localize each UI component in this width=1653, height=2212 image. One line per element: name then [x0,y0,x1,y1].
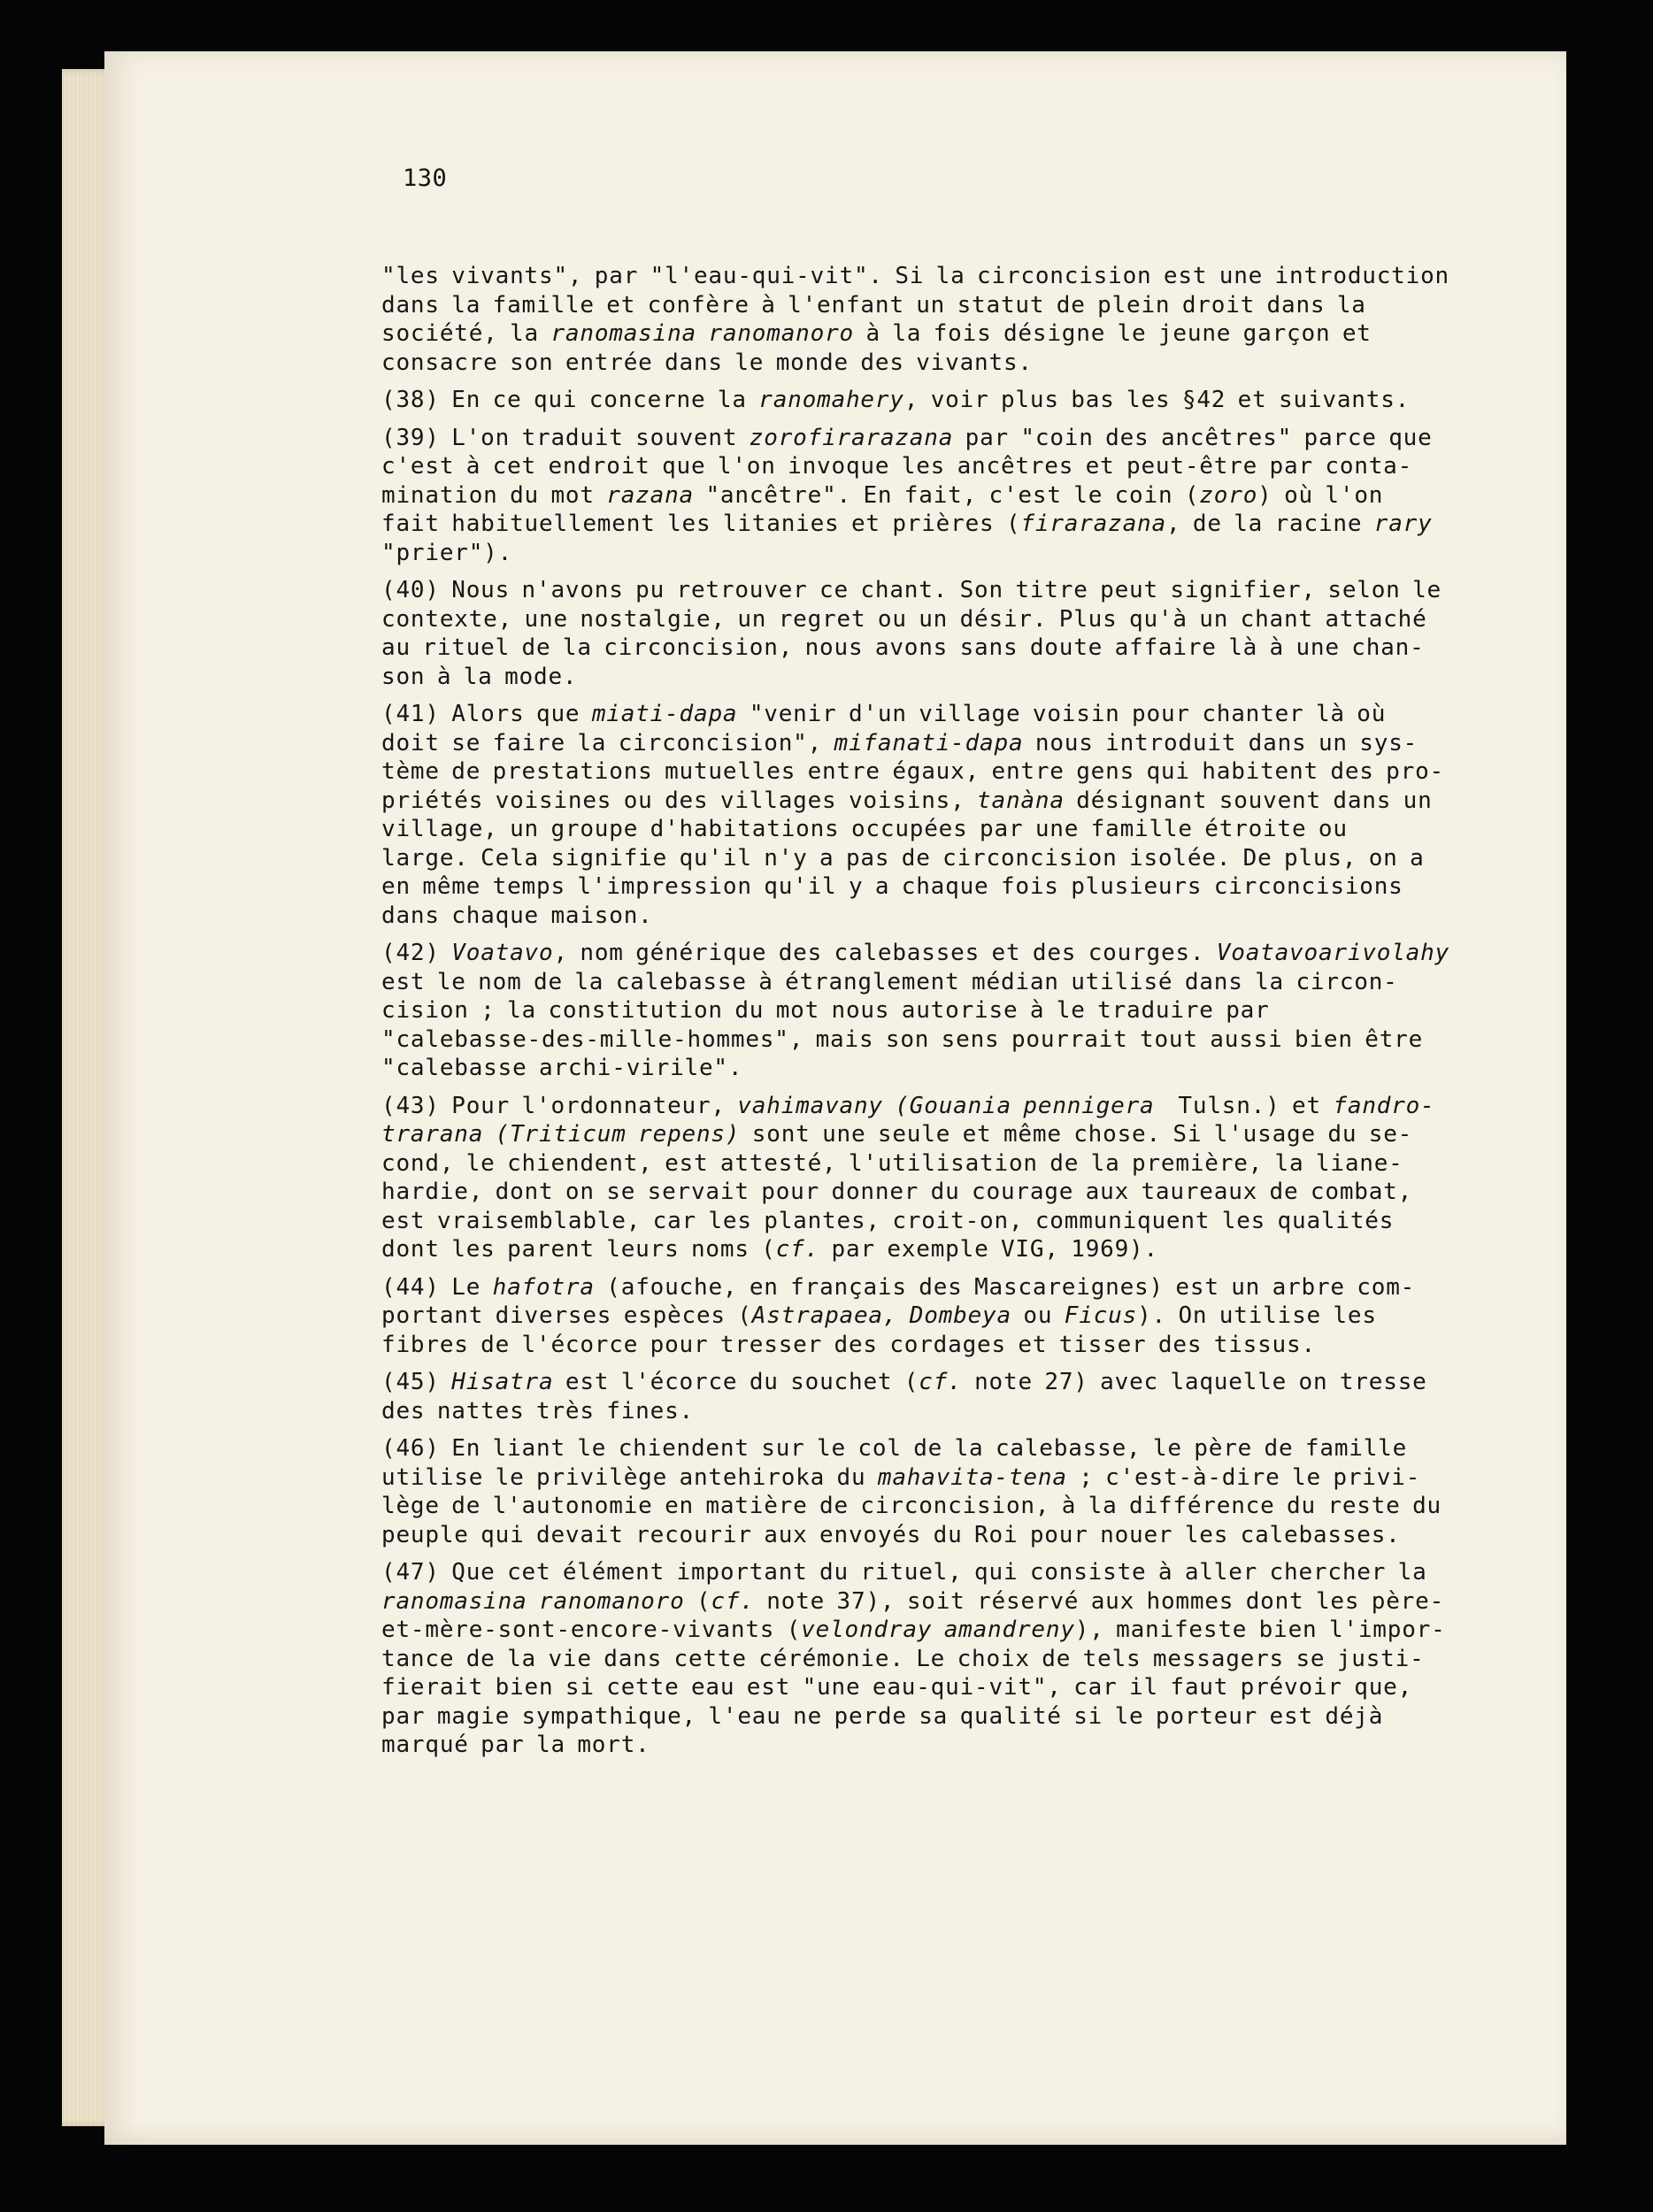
italic-term: velondray amandreny [801,1617,1075,1643]
text-line [381,844,1461,873]
note-38 [381,386,1461,415]
note-47 [381,1558,1461,1760]
note-44 [381,1273,1461,1360]
text-segment: par "coin des ancêtres" parce que [953,424,1433,451]
text-line [381,663,1461,692]
text-line [381,576,1461,605]
text-segment: doit se faire la circoncision", [381,729,834,757]
text-segment: et-mère-sont-encore-vivants ( [381,1617,802,1643]
note-41 [381,700,1461,930]
text-line [381,1434,1461,1463]
italic-term: Hisatra [451,1369,554,1395]
text-line [381,424,1461,453]
text-segment: (46) En liant le chiendent sur le col de la calebasse, le père de famille [381,1435,1408,1462]
text-segment: ) où l'on [1257,481,1384,509]
italic-term: mifanati-dapa [834,729,1024,757]
text-line [381,729,1461,758]
italic-term: vahimavany (Gouania pennigera [737,1092,1155,1119]
text-line [381,968,1461,997]
italic-term: hafotra [492,1273,595,1301]
text-line [381,1302,1461,1331]
text-line [381,452,1461,481]
text-segment: est l'écorce du souchet ( [553,1369,919,1395]
text-line [381,757,1461,787]
text-line [381,1492,1461,1521]
text-segment: portant diverses espèces ( [381,1302,752,1329]
note-40 [381,576,1461,691]
text-line [381,539,1461,568]
text-segment: tème de prestations mutuelles entre égaux, entre gens qui habitent des pro- [381,758,1444,785]
text-line [381,605,1461,634]
italic-term: ranomasina ranomanoro [550,320,854,347]
text-segment: (39) L'on traduit souvent [381,424,750,451]
text-segment: ), manifeste bien l'impor- [1074,1617,1446,1643]
text-segment: , voir plus bas les §42 et suivants. [903,387,1411,413]
text-segment: "prier"). [381,539,513,566]
text-segment: dans chaque maison. [381,902,653,929]
text-line [381,1025,1461,1055]
italic-term: cf. [919,1369,963,1395]
text-segment: , nom générique des calebasses et des courges. [553,940,1217,966]
text-line [381,787,1461,816]
text-segment: consacre son entrée dans le monde des vivants. [381,349,1033,376]
text-line [381,349,1461,378]
text-line [381,1178,1461,1207]
text-segment: "calebasse-des-mille-hommes", mais son sens pourrait tout aussi bien être [381,1025,1424,1053]
text-line [381,1054,1461,1083]
italic-term: razana [606,481,694,509]
page-number: 130 [403,165,448,192]
text-segment: (47) Que cet élément important du rituel, qui consiste à aller chercher la [381,1559,1427,1586]
text-segment: (afouche, en français des Mascareignes) est un arbre com- [594,1273,1416,1301]
text-segment: ). On utilise les [1137,1302,1377,1329]
text-segment: (45) [381,1369,452,1395]
text-line [381,1368,1461,1397]
text-segment: cision ; la constitution du mot nous autorise à le traduire par [381,997,1270,1024]
text-segment: fait habituellement les litanies et prières ( [381,511,1021,537]
text-line [381,872,1461,902]
text-segment: des nattes très fines. [381,1397,694,1425]
text-segment: lège de l'autonomie en matière de circoncision, à la différence du reste du [381,1493,1442,1519]
text-line [381,319,1461,349]
text-segment: nous introduit dans un sys- [1023,729,1419,757]
text-segment: dans la famille et confère à l'enfant un statut de plein droit dans la [381,291,1366,319]
text-line [381,481,1461,511]
text-segment: "ancêtre". En fait, c'est le coin ( [694,481,1200,509]
italic-term: mahavita-tena [877,1463,1067,1491]
italic-term: Voatavo [451,940,554,966]
text-line [381,291,1461,320]
note-43 [381,1092,1461,1264]
italic-term: zorofirarazana [749,424,954,451]
italic-term: cf. [775,1236,820,1263]
italic-term: Ficus [1064,1302,1138,1329]
text-line [381,1702,1461,1732]
text-segment: large. Cela signifie qu'il n'y a pas de circoncision isolée. De plus, on a [381,844,1425,872]
text-segment: fierait bien si cette eau est "une eau-qui-vit", car il faut prévoir que, [381,1674,1413,1701]
notes-text-block [381,262,1461,1769]
text-segment: "les vivants", par "l'eau-qui-vit". Si la circoncision est une introduction [381,263,1449,289]
text-line [381,1273,1461,1302]
italic-term: rary [1373,511,1433,537]
text-line [381,700,1461,729]
text-line [381,1331,1461,1360]
italic-term: cf. [711,1587,755,1615]
text-line [381,815,1461,844]
text-segment: ; c'est-à-dire le privi- [1066,1463,1421,1491]
text-segment: priétés voisines ou des villages voisins, [381,787,978,814]
italic-term: ranomahery [758,387,904,413]
text-segment: (38) En ce qui concerne la [381,387,759,413]
text-line [381,1645,1461,1674]
text-segment: société, la [381,320,551,347]
note-42 [381,939,1461,1083]
italic-term: miati-dapa [591,701,738,727]
text-line [381,939,1461,968]
text-line [381,1731,1461,1760]
text-segment: (42) [381,940,452,966]
text-line [381,1673,1461,1702]
text-segment: hardie, dont on se servait pour donner du courage aux taureaux de combat, [381,1179,1413,1205]
text-segment: par magie sympathique, l'eau ne perde sa qualité si le porteur est déjà [381,1702,1384,1730]
text-segment: cond, le chiendent, est attesté, l'utilisation de la première, la liane- [381,1149,1403,1177]
text-line [381,1235,1461,1264]
italic-term: Astrapaea, Dombeya [751,1302,1011,1329]
text-segment: fibres de l'écorce pour tresser des cordages et tisser des tissus. [381,1331,1316,1358]
text-segment: contexte, une nostalgie, un regret ou un désir. Plus qu'à un chant attaché [381,605,1427,633]
text-line [381,1149,1461,1179]
text-line [381,1397,1461,1426]
note-45 [381,1368,1461,1425]
text-line [381,1558,1461,1587]
text-segment: utilise le privilège antehiroka du [381,1463,878,1491]
italic-term: zoro [1199,481,1258,509]
italic-term: Voatavoarivolahy [1216,940,1450,966]
italic-term: ranomasina ranomanoro [381,1587,685,1615]
text-line [381,1521,1461,1550]
text-segment: par exemple VIG, 1969). [819,1236,1158,1263]
text-segment: c'est à cet endroit que l'on invoque les ancêtres et peut-être par conta- [381,453,1413,480]
text-segment: sont une seule et même chose. Si l'usage du se- [740,1121,1413,1148]
text-line [381,386,1461,415]
text-segment: en même temps l'impression qu'il y a chaque fois plusieurs circoncisions [381,873,1403,900]
text-segment: dont les parent leurs noms ( [381,1236,776,1263]
italic-term: firarazana [1020,511,1166,537]
paragraph-continuation [381,262,1461,377]
note-39 [381,424,1461,568]
text-line [381,634,1461,663]
text-segment: "venir d'un village voisin pour chanter là où [737,701,1387,727]
text-segment: ( [684,1587,711,1615]
text-segment: mination du mot [381,481,607,509]
text-line [381,1616,1461,1645]
text-line [381,1092,1461,1121]
text-segment: marqué par la mort. [381,1732,650,1758]
text-line [381,1207,1461,1236]
text-segment: (44) Le [381,1273,493,1301]
text-line [381,510,1461,539]
text-segment: (43) Pour l'ordonnateur, [381,1092,738,1119]
text-line [381,1120,1461,1149]
text-line [381,1587,1461,1617]
text-segment: son à la mode. [381,663,578,690]
text-segment: Tulsn.) et [1154,1092,1334,1119]
text-line [381,902,1461,931]
text-segment: au rituel de la circoncision, nous avons sans doute affaire là à une chan- [381,634,1425,661]
text-segment: , de la racine [1165,511,1374,537]
text-line [381,1463,1461,1493]
text-line [381,262,1461,291]
text-segment: (41) Alors que [381,701,592,727]
text-segment: peuple qui devait recourir aux envoyés du Roi pour nouer les calebasses. [381,1521,1401,1548]
text-segment: note 27) avec laquelle on tresse [962,1369,1427,1395]
text-segment: à la fois désigne le jeune garçon et [853,320,1372,347]
text-segment: ou [1011,1302,1065,1329]
text-segment: est vraisemblable, car les plantes, croit-on, communiquent les qualités [381,1207,1395,1234]
text-segment: village, un groupe d'habitations occupées par une famille étroite ou [381,816,1348,842]
italic-term: trarana (Triticum repens) [381,1121,741,1148]
text-segment: est le nom de la calebasse à étranglement médian utilisé dans la circon- [381,968,1398,995]
italic-term: fandro- [1333,1092,1435,1119]
text-segment: désignant souvent dans un [1064,787,1433,814]
note-46 [381,1434,1461,1549]
text-line [381,996,1461,1025]
text-segment: tance de la vie dans cette cérémonie. Le choix de tels messagers se justi- [381,1645,1425,1672]
text-segment: "calebasse archi-virile". [381,1055,743,1081]
text-segment: (40) Nous n'avons pu retrouver ce chant. Son titre peut signifier, selon le [381,577,1442,603]
text-segment: note 37), soit réservé aux hommes dont les père- [754,1587,1445,1615]
italic-term: tanàna [977,787,1065,814]
